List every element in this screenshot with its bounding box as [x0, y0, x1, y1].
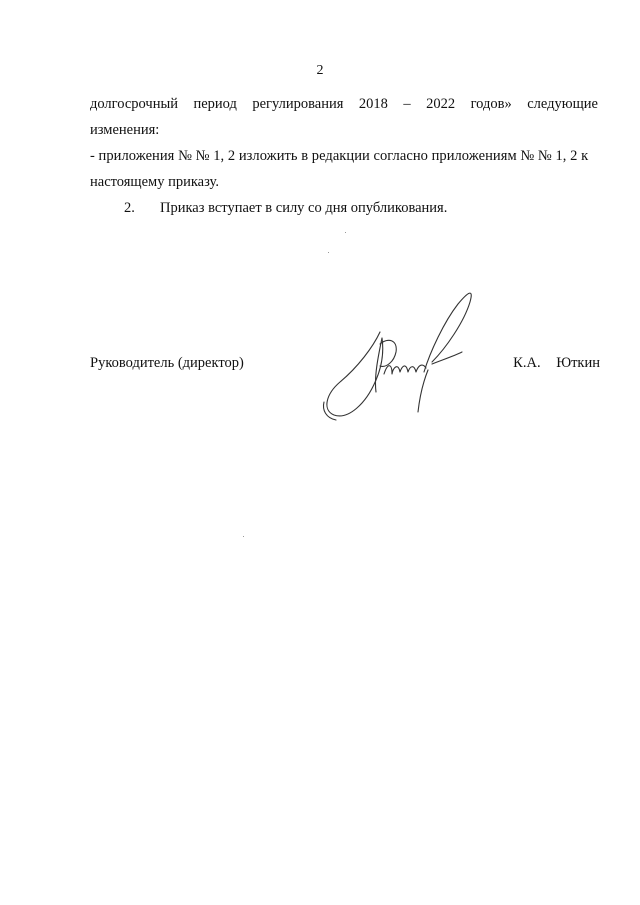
- scan-speck: [345, 232, 346, 233]
- paragraph-2-line-2: настоящему приказу.: [90, 174, 219, 190]
- paragraph-2-line-1: - приложения № № 1, 2 изложить в редакции согласно приложениям № № 1, 2 к: [90, 148, 589, 164]
- signatory-role: Руководитель (директор): [90, 355, 244, 371]
- handwritten-signature: [318, 282, 478, 427]
- paragraph-1-line-1: [90, 96, 598, 113]
- item-text: Приказ вступает в силу со дня опубликования.: [160, 200, 448, 216]
- word: годов»: [470, 96, 512, 112]
- item-number: 2.: [124, 200, 135, 216]
- signatory-name: К.А. Юткин: [513, 355, 600, 371]
- word: долгосрочный: [90, 96, 178, 112]
- paragraph-1-line-2: изменения:: [90, 122, 160, 138]
- word: 2022: [426, 96, 456, 112]
- word: регулирования: [252, 96, 344, 112]
- word: период: [193, 96, 237, 112]
- page-number: 2: [316, 63, 324, 78]
- scan-speck: [328, 252, 329, 253]
- word: следующие: [527, 96, 598, 112]
- word: 2018: [358, 96, 388, 112]
- word: –: [403, 96, 411, 112]
- scan-speck: [243, 536, 244, 537]
